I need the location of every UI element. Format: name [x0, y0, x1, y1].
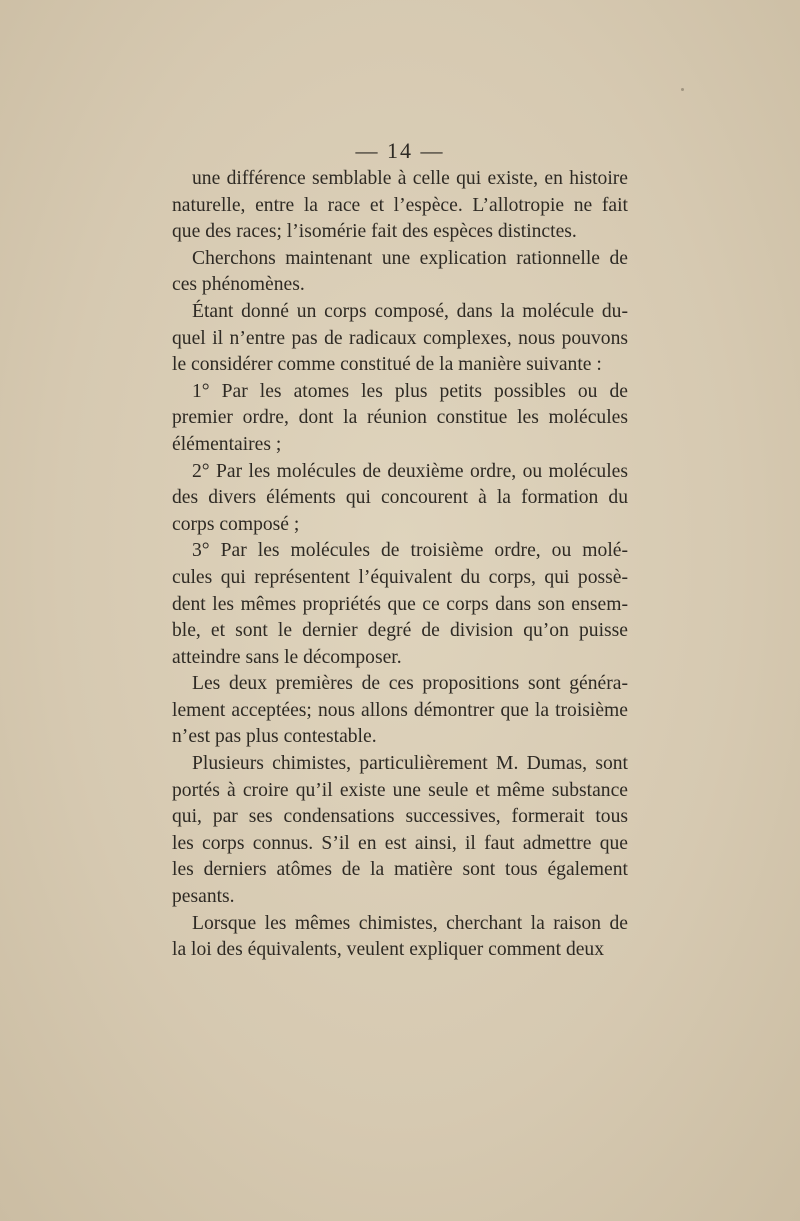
paragraph [172, 379, 628, 459]
text-line: premier ordre, dont la réunion constitue les molécules [172, 407, 628, 429]
text-line: Les deux premières de ces propositions sont généra- [192, 673, 628, 695]
text-line: Lorsque les mêmes chimistes, cherchant la raison de [192, 912, 628, 934]
paragraph [172, 538, 628, 671]
text-line: naturelle, entre la race et l’espèce. L’allotropie ne fait [172, 194, 628, 216]
text-line: atteindre sans le décomposer. [172, 646, 402, 668]
text-line: le considérer comme constitué de la manière suivante : [172, 354, 602, 376]
text-line: la loi des équivalents, veulent expliquer comment deux [172, 939, 605, 961]
text-line: pesants. [172, 886, 235, 908]
text-line: les derniers atômes de la matière sont tous également [172, 859, 628, 881]
paragraph [172, 671, 628, 751]
text-line: 1° Par les atomes les plus petits possibles ou de [192, 380, 628, 402]
body-text [172, 166, 628, 964]
text-line: que des races; l’isomérie fait des espèces distinctes. [172, 221, 577, 243]
text-line: dent les mêmes propriétés que ce corps dans son ensem- [172, 593, 628, 615]
text-line: Plusieurs chimistes, particulièrement M. Dumas, sont [192, 753, 628, 775]
text-line: quel il n’entre pas de radicaux complexes, nous pouvons [172, 327, 628, 349]
text-line: les corps connus. S’il en est ainsi, il faut admettre que [172, 832, 628, 854]
paragraph [172, 751, 628, 911]
text-line: cules qui représentent l’équivalent du corps, qui possè- [172, 566, 628, 588]
paragraph [172, 246, 628, 299]
text-line: Cherchons maintenant une explication rationnelle de [192, 247, 628, 269]
text-line: ces phénomènes. [172, 274, 305, 296]
text-line: Étant donné un corps composé, dans la molécule du- [192, 300, 628, 322]
paragraph [172, 166, 628, 246]
text-line: n’est pas plus contestable. [172, 726, 377, 748]
text-line: corps composé ; [172, 513, 300, 535]
paragraph [172, 459, 628, 539]
paper-speck [681, 88, 684, 91]
text-line: élémentaires ; [172, 433, 282, 455]
text-line: ble, et sont le dernier degré de division qu’on puisse [172, 620, 628, 642]
text-line: 3° Par les molécules de troisième ordre, ou molé- [192, 540, 628, 562]
text-line: lement acceptées; nous allons démontrer que la troisième [172, 699, 628, 721]
paragraph [172, 911, 628, 964]
text-line: qui, par ses condensations successives, formerait tous [172, 806, 628, 828]
page-number: — 14 — [355, 138, 445, 163]
text-line: une différence semblable à celle qui existe, en histoire [192, 168, 628, 189]
text-line: des divers éléments qui concourent à la formation du [172, 487, 628, 509]
text-line: portés à croire qu’il existe une seule et même substance [172, 779, 628, 801]
paragraph [172, 299, 628, 379]
text-line: 2° Par les molécules de deuxième ordre, ou molécules [192, 460, 628, 482]
